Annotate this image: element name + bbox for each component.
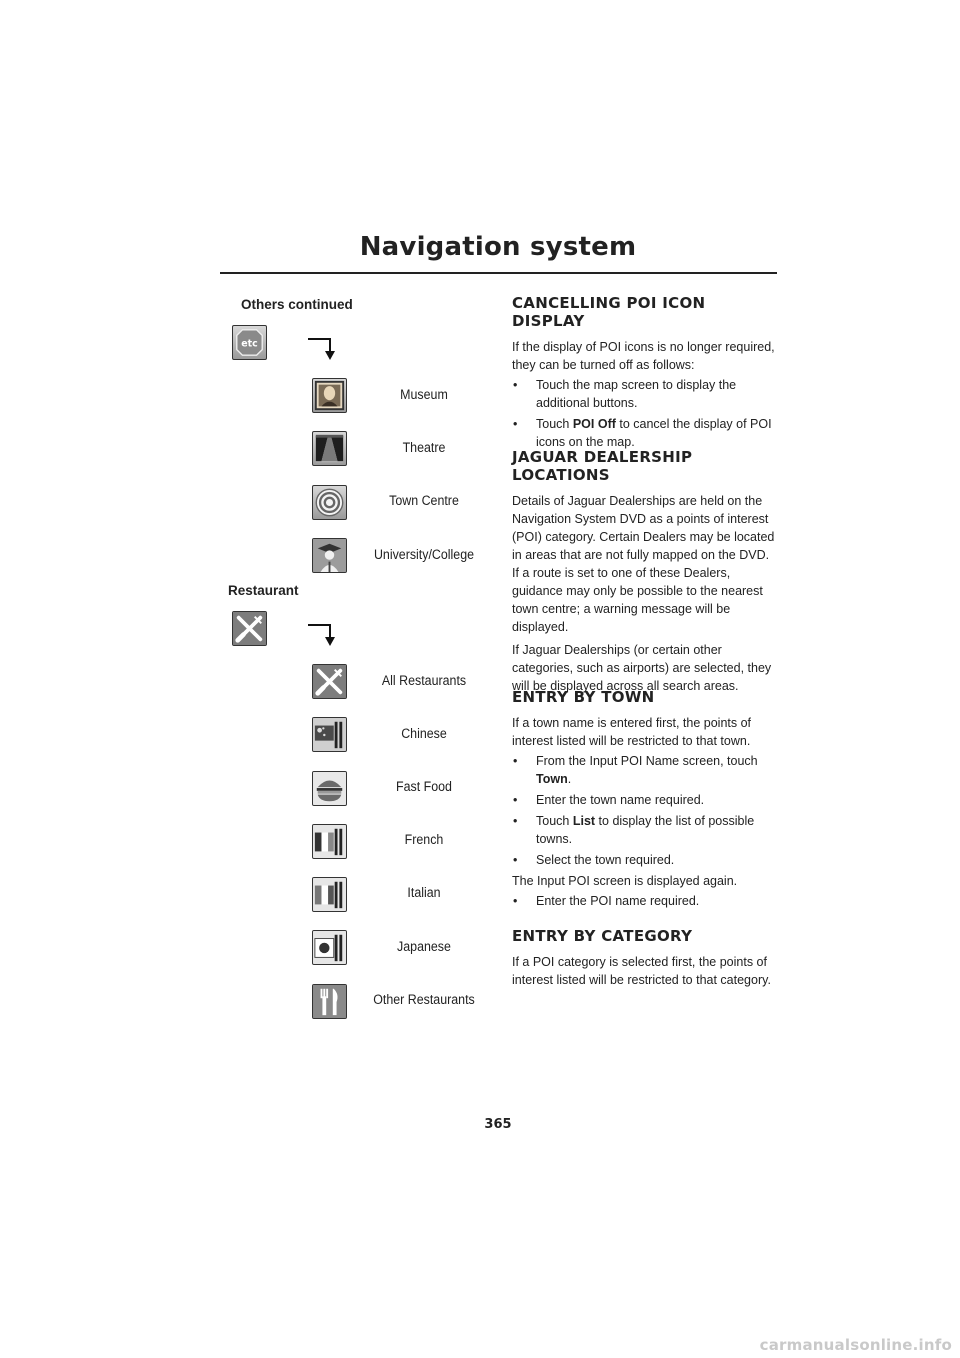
bullet-item: • Touch the map screen to display the additional buttons. (512, 376, 778, 412)
button-name-list: List (572, 814, 596, 828)
section-heading: ENTRY BY TOWN (512, 688, 655, 706)
section-cancelling-poi-display (512, 294, 778, 454)
bullet-item: • Select the town required. (512, 851, 778, 869)
etc-category-icon (232, 325, 267, 360)
poi-label-university: University/College (373, 547, 475, 562)
section-paragraph: If Jaguar Dealerships (or certain other categories, such as airports) are selected, they will be displayed across all search areas. (512, 643, 772, 693)
section-entry-by-town (512, 688, 778, 913)
town-centre-icon (312, 485, 347, 520)
arrow-down-icon (306, 337, 336, 361)
poi-label-theatre: Theatre (402, 440, 446, 455)
university-icon (312, 538, 347, 573)
watermark: carmanualsonline.info (759, 1336, 952, 1354)
bullet-item: • From the Input POI Name screen, touch Town. (512, 752, 778, 788)
button-name-town: Town (536, 772, 568, 786)
poi-label-italian: Italian (407, 885, 441, 900)
restaurant-caption: Restaurant (228, 583, 299, 598)
section-paragraph: If a town name is entered first, the points of interest listed will be restricted to that town. (512, 716, 752, 748)
poi-label-fast-food: Fast Food (396, 779, 452, 794)
title-divider (220, 272, 777, 274)
page-number: 365 (484, 1117, 512, 1132)
museum-icon (312, 378, 347, 413)
section-heading: JAGUAR DEALERSHIP LOCATIONS (512, 448, 693, 484)
section-paragraph: Details of Jaguar Dealerships are held on the Navigation System DVD as a points of interest (POI) category. Certain Dealers may be located in areas that are not fully mapped on the DVD. If a route is set to one of these Dealers, guidance may only be possible to the nearest town centre; a warning message will be displayed. (512, 494, 775, 634)
poi-label-all-restaurants: All Restaurants (381, 673, 467, 688)
other-restaurants-icon (312, 984, 347, 1019)
section-heading: ENTRY BY CATEGORY (512, 927, 693, 945)
section-dealership-locations (512, 448, 778, 695)
bullet-item: • Touch List to display the list of possible towns. (512, 812, 778, 848)
fast-food-icon (312, 771, 347, 806)
section-paragraph: If the display of POI icons is no longer required, they can be turned off as follows: (512, 340, 775, 372)
section-paragraph: If a POI category is selected first, the points of interest listed will be restricted to that category. (512, 955, 771, 987)
section-entry-by-category (512, 927, 778, 989)
bullet-list (512, 752, 778, 869)
button-name-poi-off: POI Off (572, 417, 616, 431)
all-restaurants-icon (312, 664, 347, 699)
poi-label-japanese: Japanese (397, 939, 451, 954)
section-paragraph: The Input POI screen is displayed again. (512, 874, 738, 888)
poi-label-chinese: Chinese (401, 726, 447, 741)
japanese-restaurant-icon (312, 930, 347, 965)
poi-label-town-centre: Town Centre (389, 493, 459, 508)
section-heading: CANCELLING POI ICON DISPLAY (512, 294, 706, 330)
page-title: Navigation system (359, 232, 637, 262)
restaurant-category-icon (232, 611, 267, 646)
italian-restaurant-icon (312, 877, 347, 912)
bullet-list (512, 376, 778, 451)
poi-label-french: French (404, 832, 444, 847)
bullet-item: • Touch POI Off to cancel the display of POI icons on the map. (512, 415, 778, 451)
bullet-item: • Enter the POI name required. (512, 892, 778, 910)
poi-label-museum: Museum (400, 387, 448, 402)
theatre-icon (312, 431, 347, 466)
french-restaurant-icon (312, 824, 347, 859)
bullet-item: • Enter the town name required. (512, 791, 778, 809)
poi-label-other-restaurants: Other Restaurants (373, 992, 475, 1007)
chinese-restaurant-icon (312, 717, 347, 752)
others-caption: Others continued (241, 297, 353, 312)
bullet-list (512, 892, 778, 910)
svg-text:etc: etc (241, 338, 258, 350)
arrow-down-icon (306, 623, 336, 647)
